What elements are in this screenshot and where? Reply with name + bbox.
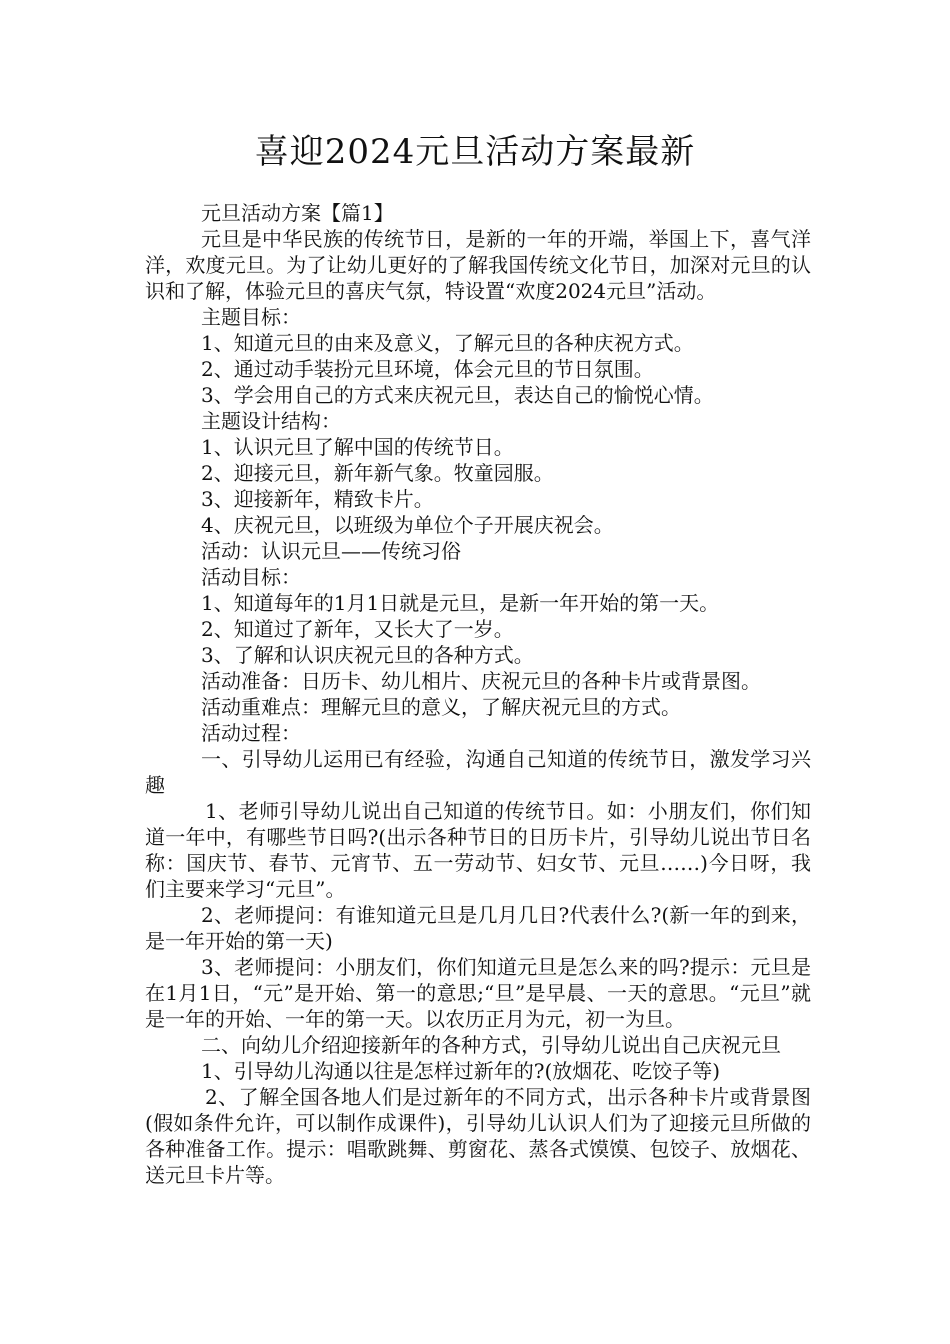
list-item: 2、通过动手装扮元旦环境，体会元旦的节日氛围。 bbox=[201, 357, 654, 381]
list-item: 2、迎接元旦，新年新气象。牧童园服。 bbox=[201, 461, 554, 485]
document-body bbox=[145, 200, 811, 1188]
subheading-theme-goals: 主题目标： bbox=[201, 305, 301, 329]
list-item: 4、庆祝元旦，以班级为单位个子开展庆祝会。 bbox=[201, 513, 614, 537]
section-heading: 元旦活动方案【篇1】 bbox=[201, 201, 394, 225]
list-item: 3、学会用自己的方式来庆祝元旦，表达自己的愉悦心情。 bbox=[201, 383, 714, 407]
activity-preparation: 活动准备：日历卡、幼儿相片、庆祝元旦的各种卡片或背景图。 bbox=[201, 669, 761, 693]
process-step: 1、引导幼儿沟通以往是怎样过新年的?(放烟花、吃饺子等) bbox=[201, 1059, 721, 1083]
subheading-activity: 活动：认识元旦——传统习俗 bbox=[201, 539, 461, 563]
process-step-heading: 二、向幼儿介绍迎接新年的各种方式，引导幼儿说出自己庆祝元旦 bbox=[201, 1033, 781, 1057]
process-step: 1、老师引导幼儿说出自己知道的传统节日。如：小朋友们，你们知道一年中，有哪些节日吗?(出示各种节日的日历卡片，引导幼儿说出节日名称：国庆节、春节、元宵节、五一劳动节、妇女节、元旦……)今日呀，我们主要来学习“元旦”。 bbox=[145, 799, 811, 901]
list-item: 3、迎接新年，精致卡片。 bbox=[201, 487, 434, 511]
list-item: 3、了解和认识庆祝元旦的各种方式。 bbox=[201, 643, 534, 667]
process-step-heading: 一、引导幼儿运用已有经验，沟通自己知道的传统节日，激发学习兴趣 bbox=[145, 747, 811, 797]
subheading-theme-structure: 主题设计结构： bbox=[201, 409, 341, 433]
process-step: 2、了解全国各地人们是过新年的不同方式，出示各种卡片或背景图(假如条件允许，可以制作成课件)，引导幼儿认识人们为了迎接元旦所做的各种准备工作。提示：唱歌跳舞、剪窗花、蒸各式馍馍、包饺子、放烟花、送元旦卡片等。 bbox=[145, 1085, 811, 1187]
list-item: 1、知道元旦的由来及意义，了解元旦的各种庆祝方式。 bbox=[201, 331, 694, 355]
subheading-activity-process: 活动过程： bbox=[201, 721, 301, 745]
intro-paragraph: 元旦是中华民族的传统节日，是新的一年的开端，举国上下，喜气洋洋，欢度元旦。为了让幼儿更好的了解我国传统文化节日，加深对元旦的认识和了解，体验元旦的喜庆气氛，特设置“欢度2024元旦”活动。 bbox=[145, 227, 811, 303]
activity-key-points: 活动重难点：理解元旦的意义，了解庆祝元旦的方式。 bbox=[201, 695, 681, 719]
list-item: 1、知道每年的1月1日就是元旦，是新一年开始的第一天。 bbox=[201, 591, 720, 615]
process-step: 2、老师提问：有谁知道元旦是几月几日?代表什么?(新一年的到来，是一年开始的第一天) bbox=[145, 903, 811, 953]
list-item: 2、知道过了新年，又长大了一岁。 bbox=[201, 617, 514, 641]
document-title: 喜迎2024元旦活动方案最新 bbox=[254, 132, 696, 172]
process-step: 3、老师提问：小朋友们，你们知道元旦是怎么来的吗?提示：元旦是在1月1日，“元”是开始、第一的意思;“旦”是早晨、一天的意思。“元旦”就是一年的开始、一年的第一天。以农历正月为元，初一为旦。 bbox=[145, 955, 811, 1031]
list-item: 1、认识元旦了解中国的传统节日。 bbox=[201, 435, 514, 459]
subheading-activity-goals: 活动目标： bbox=[201, 565, 301, 589]
